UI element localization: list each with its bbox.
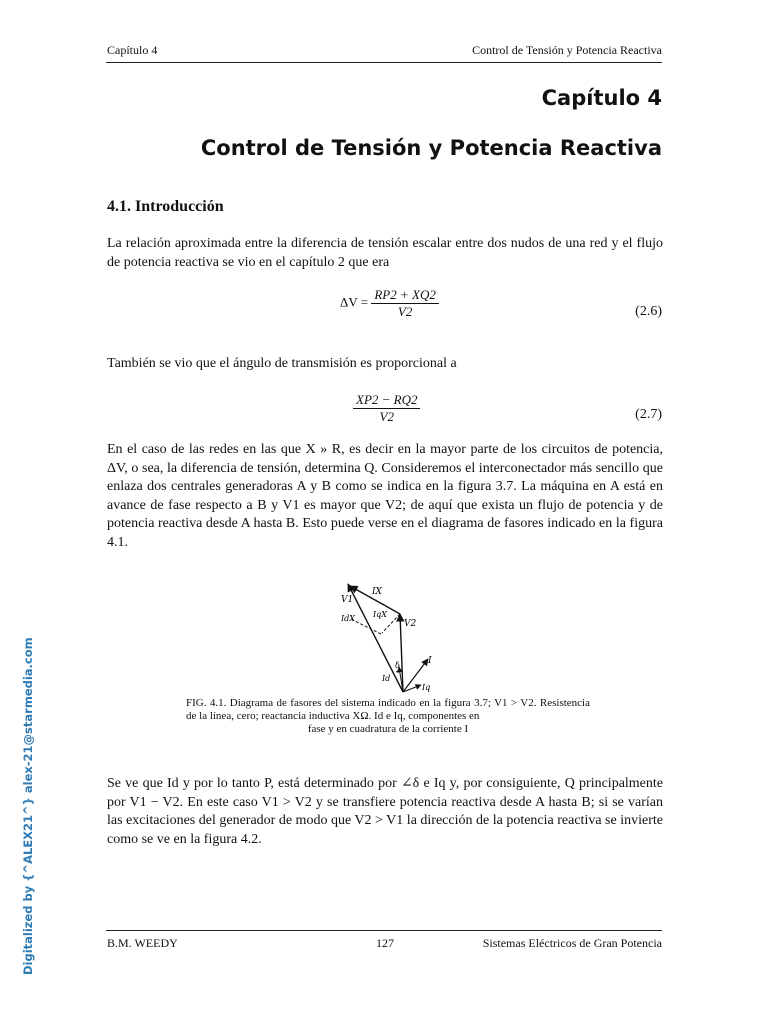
equation-fraction bbox=[353, 392, 420, 425]
section-heading: 4.1. Introducción bbox=[107, 198, 224, 215]
equation-numerator: RP2 + XQ2 bbox=[371, 287, 438, 304]
delta-arc bbox=[396, 671, 402, 672]
figure-caption-line2: fase y en cuadratura de la corriente I bbox=[307, 723, 469, 735]
equation-number-2-7: (2.7) bbox=[635, 407, 662, 422]
label-v1: V1 bbox=[341, 595, 354, 605]
paragraph-interconnector: En el caso de las redes en las que X » R, es decir en la mayor parte de los circuitos de potencia, ΔV, o sea, la diferencia de tensión, determina Q. Consideremos el interconectador más sencillo que enlaza dos centrales generadoras A y B como se indica en la figura 3.7. La máquina en A está en avance de fase respecto a B y V1 es mayor que V2; de aquí que exista un flujo de potencia y de potencia reactiva desde A hasta B. Esto puede verse en el diagrama de fasores indicado en la figura 4.1. bbox=[107, 442, 663, 550]
equation-2-7 bbox=[353, 392, 420, 425]
chapter-title: Control de Tensión y Potencia Reactiva bbox=[200, 136, 662, 160]
side-watermark: Digitalized by {^ALEX21^} alex-21@starmedia.com bbox=[21, 637, 35, 975]
paragraph-conclusion: Se ve que Id y por lo tanto P, está determinado por ∠δ e Iq y, por consiguiente, Q principalmente por V1 − V2. En este caso V1 > V2 y se transfiere potencia reactiva desde A hasta B; si se varían las excitaciones del generador de modo que V2 > V1 la dirección de la potencia reactiva se invierte como se ve en la figura 4.2. bbox=[107, 776, 663, 847]
label-iqx: IqX bbox=[373, 610, 387, 619]
page-number: 127 bbox=[376, 936, 394, 950]
equation-lhs: ΔV = bbox=[340, 294, 369, 310]
label-iq: Iq bbox=[422, 683, 431, 692]
paragraph-intro: La relación aproximada entre la diferencia de tensión escalar entre dos nudos de una red y el flujo de potencia reactiva se vio en el capítulo 2 que era bbox=[107, 236, 663, 270]
equation-denominator: V2 bbox=[397, 304, 413, 319]
label-id: Id bbox=[382, 674, 391, 683]
equation-2-6 bbox=[340, 287, 439, 320]
equation-denominator: V2 bbox=[379, 409, 394, 424]
label-idx: IdX bbox=[341, 614, 355, 623]
label-v2: V2 bbox=[404, 619, 417, 629]
footer-author: B.M. WEEDY bbox=[107, 936, 178, 950]
chapter-number: Capítulo 4 bbox=[541, 86, 662, 110]
figure-caption-line1: FIG. 4.1. Diagrama de fasores del sistema indicado en la figura 3.7; V1 > V2. Resistencia de la línea, cero; reactancia inductiva XΩ. Id e Iq, componentes en bbox=[186, 697, 590, 722]
paragraph-angle: También se vio que el ángulo de transmisión es proporcional a bbox=[107, 356, 457, 371]
footer-book-title: Sistemas Eléctricos de Gran Potencia bbox=[482, 936, 662, 950]
header-rule bbox=[106, 62, 662, 63]
label-ix: IX bbox=[372, 587, 382, 597]
equation-numerator: XP2 − RQ2 bbox=[353, 392, 420, 409]
footer-rule bbox=[106, 930, 662, 931]
label-delta: δ bbox=[395, 661, 400, 670]
running-header-left: Capítulo 4 bbox=[107, 43, 158, 57]
equation-number-2-6: (2.6) bbox=[635, 304, 662, 319]
phasor-idx bbox=[351, 619, 381, 634]
label-i: I bbox=[428, 656, 432, 666]
figure-caption bbox=[186, 697, 590, 736]
running-header-right: Control de Tensión y Potencia Reactiva bbox=[472, 43, 662, 57]
equation-fraction bbox=[371, 287, 438, 320]
